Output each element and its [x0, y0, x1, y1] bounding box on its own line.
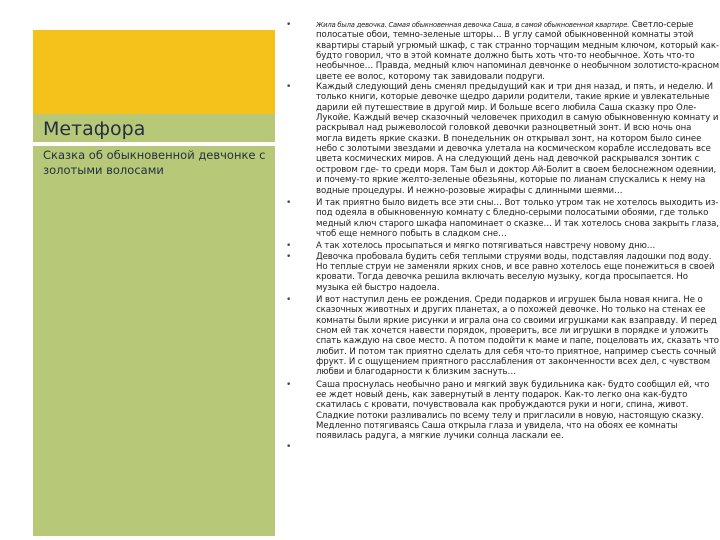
- divider: [33, 142, 275, 146]
- header-band: [33, 30, 275, 114]
- story-paragraph-5: • Девочка пробовала будить себя теплыми струями воды, подставляя ладошки под воду. Но теплые струи не заменяли ярких снов, и все равно хотелось еще понежиться в своей кровати. Тогда девочка решила включать веселую музыку, когда просыпается. Но музыка ей быстро надоела.: [286, 252, 720, 293]
- story-content: [286, 20, 720, 442]
- story-paragraph-3: • И так приятно было видеть все эти сны… Вот только утром так не хотелось выходить из-под одеяла в обыкновенную комнату с бледно-серыми полосатыми обоями, где только медный ключ старого шкафа напоминает о сказке… И так хотелось снова закрыть глаза, чтоб еще немного побыть в сладком сне…: [286, 198, 720, 239]
- slide-sidebar: [33, 30, 275, 536]
- story-paragraph-7: • Саша проснулась необычно рано и мягкий звук будильника как- будто сообщил ей, что ее ждет новый день, как завернутый в ленту подарок. Как-то легко она как-будто скатилась с кровати, почувствовала как пробуждаются руки и ноги, спина, живот. Сладкие потоки разливались по всему телу и пригласили в новую, настоящую сказку. Медленно потягиваясь Саша открыла глаза и увидела, что на обоях ее комнаты появилась радуга, а мягкие лучики солнца ласкали ее.: [286, 380, 720, 442]
- slide-title: Метафора: [43, 118, 146, 140]
- story-list: [286, 20, 720, 442]
- story-paragraph-2: • Каждый следующий день сменял предыдущий как и три дня назад, и пять, и неделю. И только книги, которые девочке щедро дарили родители, такие яркие и увлекательные дарили ей путешествие в другой мир. И больше всего любила Саша сказку про Оле-Лукойе. Каждый вечер сказочный человечек приходил в самую обыкновенную комнату и раскрывал над рыжеволосой головкой девочки разноцветный зонт. И всю ночь она могла видеть яркие сказки. В понедельник он открывал зонт, на котором было синее небо с золотыми звездами и девочка улетала на космическом корабле исследовать все цвета космических миров. А на следующий день над девочкой раскрывался зонтик с островом где- то среди моря. Там был и доктор Ай-Болит в своем белоснежном одеянии, и почему-то яркие желто-зеленые обезьяны, которые по лианам спускались к нему на водные процедуры. И нежно-розовые жирафы с длинными шеями…: [286, 82, 720, 196]
- paragraph-text: Светло-серые полосатые обои, темно-зеленые шторы… В углу самой обыкновенной комнаты этой квартиры старый угрюмый шкаф, с так странно торчащим медным ключом, который как- будто говорил, что в этой комнате должно быть хоть что-то необычное. Хоть что-то необычное… Правда, медный ключ напоминал девчонке о необычном золотисто-красном цвете ее волос, которому так завидовали подруги.: [316, 20, 720, 82]
- slide-subtitle: Сказка об обыкновенной девчонке с золотыми волосами: [43, 148, 266, 177]
- story-paragraph-6: • И вот наступил день ее рождения. Среди подарков и игрушек была новая книга. Не о сказочных животных и других планетах, а о похожей девочке. Но только на стенах ее комнаты были яркие рисунки и играла она со своими игрушками как взаправду. И перед сном ей так хочется навести порядок, проверить, все ли игрушки в порядке и уложить спать каждую на свое место. А потом подойти к маме и папе, поцеловать их, сказать что любит. И потом так приятно сделать для себя что-то приятное, например съесть сочный фрукт. И с ощущением приятного расслабления от законченности всех дел, с чувством любви и благодарности к близким заснуть…: [286, 295, 720, 378]
- story-paragraph-4: • А так хотелось просыпаться и мягко потягиваться навстречу новому дню…: [286, 241, 720, 251]
- story-paragraph-1: [286, 20, 720, 82]
- intro-sentence: Жила была девочка. Самая обыкновенная девочка Саша, в самой обыкновенной квартире.: [316, 21, 630, 29]
